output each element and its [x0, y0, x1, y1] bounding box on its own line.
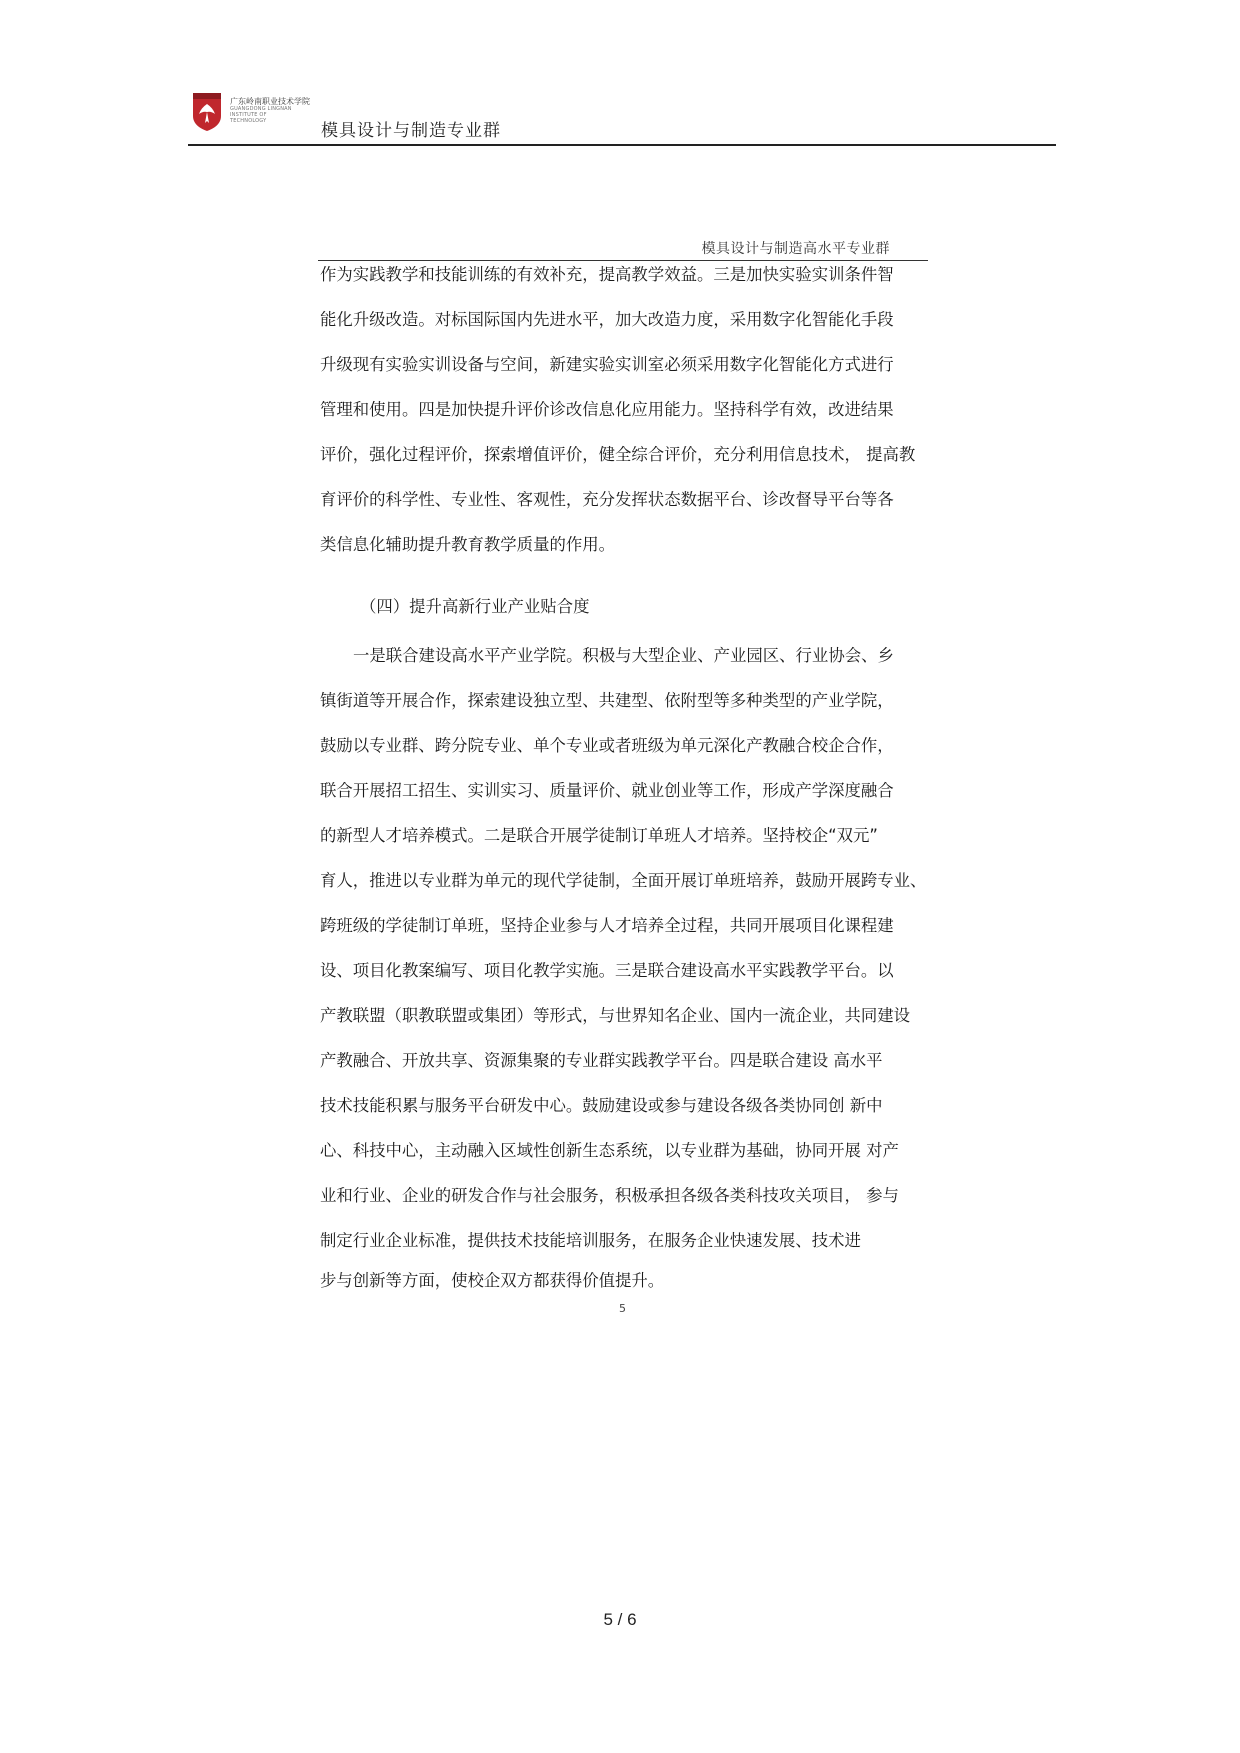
text-line: 步与创新等方面，使校企双方都获得价值提升。 [320, 1271, 665, 1290]
text-line: 业和行业、企业的研发合作与社会服务，积极承担各级各类科技攻关项目， 参与 [320, 1186, 899, 1205]
text-line: 跨班级的学徒制订单班，坚持企业参与人才培养全过程，共同开展项目化课程建 [320, 916, 894, 935]
text-line: 升级现有实验实训设备与空间，新建实验实训室必须采用数字化智能化方式进行 [320, 355, 894, 374]
text-line: 心、科技中心，主动融入区域性创新生态系统，以专业群为基础，协同开展 对产 [320, 1141, 899, 1160]
text-line: 产教联盟（职教联盟或集团）等形式，与世界知名企业、国内一流企业，共同建设 [320, 1006, 911, 1025]
text-line: 评价，强化过程评价，探索增值评价，健全综合评价，充分利用信息技术， 提高教 [320, 445, 916, 464]
page-indicator: 5 / 6 [603, 1610, 637, 1629]
college-name-en: GUANGDONG LINGNAN INSTITUTE OF TECHNOLOGY [230, 106, 292, 124]
text-line: 镇街道等开展合作，探索建设独立型、共建型、依附型等多种类型的产业学院， [320, 691, 894, 710]
text-line: 一是联合建设高水平产业学院。积极与大型企业、产业园区、行业协会、乡 [353, 646, 894, 665]
text-line: 能化升级改造。对标国际国内先进水平，加大改造力度，采用数字化智能化手段 [320, 310, 894, 329]
inner-header-title: 模具设计与制造高水平专业群 [701, 241, 890, 257]
shield-logo-icon [192, 92, 222, 132]
text-line: 鼓励以专业群、跨分院专业、单个专业或者班级为单元深化产教融合校企合作， [320, 736, 894, 755]
text-line: 育评价的科学性、专业性、客观性，充分发挥状态数据平台、诊改督导平台等各 [320, 490, 894, 509]
inner-header [318, 236, 928, 261]
text-line: 技术技能积累与服务平台研发中心。鼓励建设或参与建设各级各类协同创 新中 [320, 1096, 883, 1115]
text-line: 类信息化辅助提升教育教学质量的作用。 [320, 535, 616, 554]
text-line: 管理和使用。四是加快提升评价诊改信息化应用能力。坚持科学有效，改进结果 [320, 400, 894, 419]
college-logo [192, 92, 222, 132]
text-line: 制定行业企业标准，提供技术技能培训服务，在服务企业快速发展、技术进 [320, 1231, 861, 1250]
inner-page-number: 5 [619, 1302, 626, 1315]
text-line: 设、项目化教案编写、项目化教学实施。三是联合建设高水平实践教学平台。以 [320, 961, 894, 980]
text-line: 的新型人才培养模式。二是联合开展学徒制订单班人才培养。坚持校企“双元” [320, 826, 878, 845]
page-header [188, 88, 1056, 146]
text-line: 育人，推进以专业群为单元的现代学徒制，全面开展订单班培养，鼓励开展跨专业、 [320, 871, 927, 890]
header-title: 模具设计与制造专业群 [321, 121, 501, 141]
text-line: 作为实践教学和技能训练的有效补充，提高教学效益。三是加快实验实训条件智 [320, 265, 894, 284]
section-heading: （四）提升高新行业产业贴合度 [360, 597, 590, 616]
college-name-cn: 广东岭南职业技术学院 [230, 97, 310, 106]
text-line: 联合开展招工招生、实训实习、质量评价、就业创业等工作，形成产学深度融合 [320, 781, 894, 800]
text-line: 产教融合、开放共享、资源集聚的专业群实践教学平台。四是联合建设 高水平 [320, 1051, 883, 1070]
